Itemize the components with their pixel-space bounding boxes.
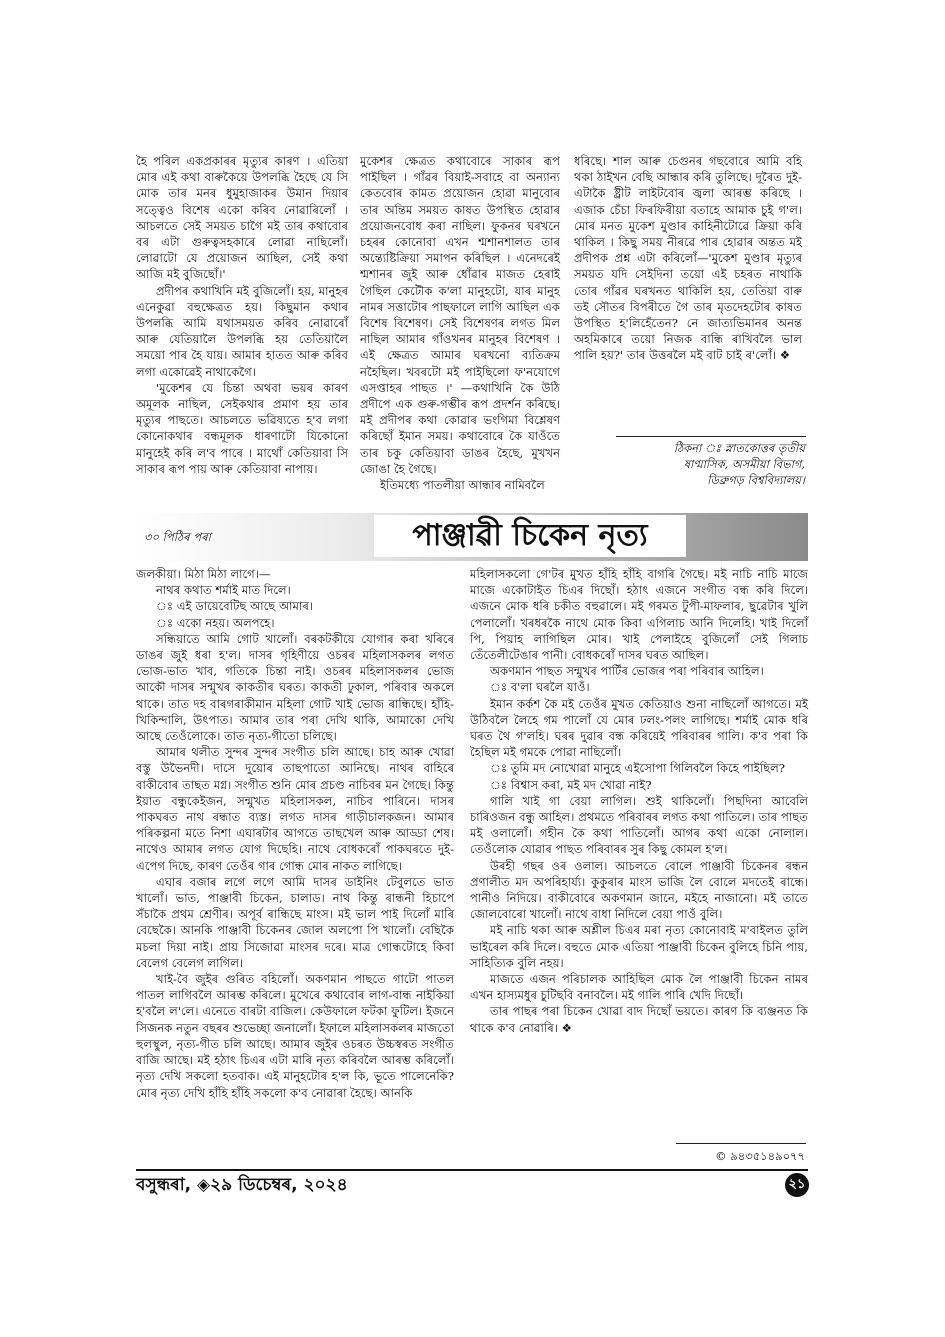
paragraph: প্ৰদীপৰ কথাখিনি মই বুজিলোঁ। হয়, মানুহৰ এনেকুৱা বহুক্ষেত্ৰত হয়। কিছুমান কথাৰ উপলব্ধি আমি যথাসময়ত কৰিব নোৱাৰোঁ আৰু যেতিয়ালৈ উপলব্ধি হয় তেতিয়ালৈ সময়ো পাৰ হৈ যায়। আমাৰ হাতত আৰু কৰিব লগা একোৱেই নাথাকেগৈ। bbox=[136, 283, 348, 379]
paragraph: ঃ ব'লা ঘৰলৈ যাওঁ। bbox=[490, 680, 590, 695]
author-address bbox=[640, 440, 805, 488]
paragraph: মহিলাসকলো গে'টৰ মুখত হাঁহি হাঁহি বাগৰি গৈছে। মই নাচি নাচি মাজে মাজে একোটাইত চিএৰ দিছোঁ। হঠাৎ এজনে সংগীত বন্ধ কৰি দিলে। এজনে মোক ধৰি চকীত বহুৱালে। মই গৰমত টুপী-মাফলাৰ, ছুৱেটাৰ খুলি পেলালোঁ। খৰধৰকৈ নাথে মোক কিবা এগিলাচ আনি দিলেহি। খাই দিলোঁ পি, পিয়াহ লাগিছিল মোৰ। খাই পেলাইহে বুজিলোঁ সেই গিলাচ তেঁতেলীটেঙাৰ পানী। বোধকৰোঁ দাসৰ ঘৰত আছিল। bbox=[470, 567, 808, 663]
paragraph: ঃ একো নহয়। অলপহে। bbox=[156, 615, 275, 630]
story-banner bbox=[136, 513, 808, 561]
paragraph: অকণমান পাছত সন্মুখৰ পাৰ্টিৰ ভোজৰ পৰা পৰিবাৰ আহিল। bbox=[490, 664, 764, 679]
paragraph: উৰহী গছৰ ওৰ ওলাল। আচলতে বোলে পাঞ্জাবী চিকেনৰ ৰন্ধন প্ৰণালীত মদ অপৰিহাৰ্য্য। কুকুৰাৰ মাংস ভাজি লৈ বোলে মদতেই ৰান্ধে। পানীও নিদিয়ে। বাকীবোৰে অকণমান জানে, মইহে নাজানো। মই তাতে জোলবোৰো খালোঁ। নাথে বাধা নিদিলে বেয়া পাওঁ বুলি। bbox=[470, 858, 808, 922]
paragraph: ইতিমধ্যে পাতলীয়া আন্ধাৰ নামিবলৈ bbox=[380, 478, 545, 493]
continued-from-note: ৩০ পিঠিৰ পৰা bbox=[144, 530, 211, 544]
paragraph: গালি খাই গা বেয়া লাগিল। শুই থাকিলোঁ। পিছদিনা আবেলি চাৰিওজন বন্ধু আহিল। প্ৰথমতে পৰিবাৰৰ লগত কথা পাতিলে। তাৰ পাছত মই ওলালোঁ। গহীন কৈ কথা পাতিলোঁ। আগৰ কথা একো নোলাল। তেওঁলোক যোৱাৰ পাছত পৰিবাৰৰ সুৰ কিছু কোমল হ'ল। bbox=[470, 793, 808, 857]
paragraph: মুকেশৰ ক্ষেত্ৰত কথাবোৰে সাকাৰ ৰূপ পাইছিল । গাঁৱৰ বিয়াই-সবাহে বা অন্যান্য কেতবোৰ কামত প্ৰয়োজন হোৱা মানুবোৰ তাৰ অন্তিম সময়ত কাষত উপস্থিত হোৱাৰ প্ৰয়োজনবোধ কৰা নাছিল। ফুকনৰ ঘৰখনে চহৰৰ কোনোবা এখন শ্মশানশালত তাৰ অন্ত্যেষ্টিক্ৰিয়া সমাপন কৰিছিল । এনেদৰেই শ্মশানৰ জুই আৰু ধোঁৱাৰ মাজত হেৰাই গৈছিল কেটৌক ক'লা মানুহটো, যাৰ মানুহ নামৰ সত্তাটোৰ পাছফালে লাগি আছিল এক বিশেষ বিশেষণ। সেই বিশেষণৰ লগত মিল নাছিল আমাৰ গাঁওখনৰ মানুহৰ বিশেষণ । এই ক্ষেত্ৰত আমাৰ ঘৰখনো ব্যতিক্ৰম নহৈছিল। খবৰটো মই পাইছিলো ফ'নযোগে এসপ্তাহৰ পাছত ।' —কথাখিনি কৈ উঠি প্ৰদীপে এক গুৰু-গম্ভীৰ ৰূপ প্ৰদৰ্শন কৰিছে। মই প্ৰদীপৰ কথা কোৱাৰ ভংগিমা বিশ্লেষণ কৰিছোঁ ইমান সময়। কথাবোৰে কৈ যাওঁতে তাৰ চকু কেতিয়াবা ডাঙৰ হৈছে, মুখখন জোঙা হৈ গৈছে। bbox=[360, 154, 560, 476]
paragraph: হৈ পৰিল একপ্ৰকাৰৰ মৃত্যুৰ কাৰণ । এতিয়া মোৰ এই কথা বাৰুকৈয়ে উপলব্ধি হৈছে যে সি মোক তাৰ মনৰ ধুমুহাজাকৰ উমান দিয়াৰ সত্ত্বেও বিশেষ একো কৰিব নোৱাৰিলোঁ । আচলতে সেই সময়ত চাগৈ মই তাৰ কথাবোৰ বৰ এটা গুৰুত্বসহকাৰে লোৱা নাছিলোঁ। লোৱাটো যে প্ৰয়োজন আছিল, সেই কথা আজি মই বুজিছোঁ।' bbox=[136, 154, 348, 282]
author-phone: © ৯৪৩৫১৪৯০৭৭ bbox=[715, 1149, 805, 1163]
top-column-2 bbox=[360, 153, 560, 493]
paragraph: এঘাৰ বজাৰ লগে লগে আমি দাসৰ ডাইনিং টেবুলতে ভাত খালোঁ। ভাত, পাঞ্জাবী চিকেন, চালাড। নাথ কিন্তু ৰান্ধনী হিচাপে সঁচাকৈ প্ৰথম শ্ৰেণীৰ। অপূৰ্ব ৰান্ধিছে মাংস। মই ভাল পাই দিলোঁ মাৰি বেছেকৈ। আনকি পাঞ্জাবী চিকেনৰ জোল অলপো পি খালোঁ। বেছিকৈ মচলা দিয়া নাই। প্ৰায় সিজোৱা মাংসৰ দৰে। মাত্ৰ গোন্ধটোহে কিবা বেলেগ বেলেগ লাগিল। bbox=[136, 874, 454, 970]
paragraph: জলকীয়া। মিঠা মিঠা লাগে।— bbox=[136, 567, 271, 581]
author-divider bbox=[616, 436, 806, 437]
magazine-date-footer: বসুন্ধৰা, ◈২৯ ডিচেম্বৰ, ২০২৪ bbox=[136, 1175, 348, 1195]
top-column-1 bbox=[136, 153, 348, 477]
author-line: ঠিকনা ঃ স্নাতকোত্তৰ তৃতীয় bbox=[673, 441, 805, 455]
paragraph: মই নাচি থকা আৰু অশ্লীল চিএৰ মৰা নৃত্য কোনোবাই ম'বাইলত তুলি ভাইৰেল কৰি দিলে। বহুতে মোক এতিয়া পাঞ্জাবী চিকেন বুলিহে চিনি পায়, সাহিত্যিক বুলি নহয়। bbox=[470, 923, 808, 970]
paragraph: 'মুকেশৰ যে চিন্তা অথবা ভয়ৰ কাৰণ অমূলক নাছিল, সেইকথাৰ প্ৰমাণ হয় তাৰ মৃত্যুৰ পাছতে। আচলতে ভৱিষ্যতে হ'ব লগা কোনোকথাৰ বন্ধমূলক ধাৰণাটো যিকোনো মানুহেই কৰি ল'ব পাৰে । মাথোঁ কেতিয়াবা সি সাকাৰ ৰূপ পায় আৰু কেতিয়াবা নাপায়। bbox=[136, 380, 348, 476]
paragraph: আমাৰ থলীত সুন্দৰ সুন্দৰ সংগীত চলি আছে। চাহ আৰু খোৱা বস্তু উভৈনদী। দাসে দুয়োৰ তাছপাতো আনিছে। নাথৰ বাহিৰে বাকীবোৰ তাছত মগ্ন। সংগীত শুনি মোৰ প্ৰচণ্ড নাচিবৰ মন গৈছে। কিন্তু ইয়াত বন্ধুকেইজন, সন্মুখত মহিলাসকল, নাচিব পাৰিনে। দাসৰ পাকঘৰত নাথ ৰন্ধাত ব্যস্ত। লগত দাসৰ গাড়ীচালকজন। আমাৰ পৰিকল্পনা মতে নিশা এঘাৰটাৰ আগতে তাছখেল আৰু আড্ডা শেষ। নাথেও আমাৰ লগত যোগ দিছেহি। নাথে বোধকৰোঁ পাকঘৰতে দুই- এপেগ দিছে, কাৰণ তেওঁৰ গাৰ গোন্ধ মোৰ নাকত লাগিছে। bbox=[136, 745, 454, 873]
footer-divider bbox=[136, 1169, 808, 1171]
paragraph: ঃ এই ডায়েবেটিছ আছে আমাৰ। bbox=[156, 599, 313, 614]
phone-divider bbox=[676, 1143, 806, 1144]
page-number: ২১ bbox=[785, 1173, 809, 1197]
bottom-column-2 bbox=[470, 566, 808, 1036]
author-line: ডিব্ৰুগড় বিশ্ববিদ্যালয়। bbox=[707, 473, 805, 487]
story-title: পাঞ্জাৱী চিকেন নৃত্য bbox=[374, 515, 686, 557]
paragraph: সন্ধিয়াতে আমি গোট খালোঁ। বৰকটকীয়ে যোগাৰ কৰা খৰিৰে ডাঙৰ জুই ধৰা হ'ল। দাসৰ গৃহিণীয়ে ওচৰৰ মহিলাসকলৰ লগত ভোজ-ভাত খাব, গতিকে চিন্তা নাই। ওচৰৰ মহিলাসকলৰ ভোজ আকৌ দাসৰ সন্মুখৰ কাকতীৰ ঘৰত। কাকতী ঢুকাল, পৰিবাৰ অকলে থাকে। তাত দহ বাৰগৰাকীমান মহিলা গোট খাই ভোজ ৰান্ধিছে। হাঁহি-খিকিন্দালি, উৎপাত। আমাৰ তাৰ পৰা দেখি থাকি, আমাকো দেখি আছে তেওঁলোকে। তাত নৃত্য-গীতো চলিছে। bbox=[136, 631, 454, 744]
paragraph: খাই-বৈ জুইৰ গুৰিত বহিলোঁ। অকণমান পাছতে গাটো পাতল পাতল লাগিবলৈ আৰম্ভ কৰিলে। মুখেৰে কথাবোৰ লাগ-বান্ধ নাইকিয়া হ'বলৈ ল'লে। এনেতে বাৰটা বাজিল। কেউফালে ফটকা ফুটিল। ইজনে সিজনক নতুন বছৰৰ শুভেচ্ছা জনালোঁ। ইফালে মহিলাসকলৰ মাজতো হুলস্থুল, নৃত্য-গীত চলি আছে। আমাৰ জুইৰ ওচৰত উচ্চস্বৰত সংগীত বাজি আছে। মই হঠাৎ চিএৰ এটা মাৰি নৃত্য কৰিবলৈ আৰম্ভ কৰিলোঁ। নৃত্য দেখি সকলো হতবাক। এই মানুহটোৰ হ'ল কি, ভূতে পালেনেকি? মোৰ নৃত্য দেখি হাঁহি হাঁহি সকলো ক'ব নোৱাৰা হৈছে। আনকি bbox=[136, 972, 454, 1100]
top-column-3 bbox=[574, 153, 802, 364]
paragraph: ধৰিছে। শাল আৰু চেগুনৰ গছবোৰে আমি বহি থকা ঠাইখন বেছি আন্ধাৰ কৰি তুলিছে। দূৰৈত দুই-এটাকৈ ষ্ট্ৰীট লাইটবোৰ জ্বলা আৰম্ভ কৰিছে । এজাক চেঁচা ফিৰফিৰীয়া বতাহে আমাক চুই গ'ল। মোৰ মনত মুকেশ মুণ্ডাৰ কাহিনীটোৱে ক্ৰিয়া কৰি থাকিল । কিছু সময় নীৰৱে পাৰ হোৱাৰ অন্তত মই প্ৰদীপক প্ৰশ্ন এটা কৰিলোঁ—'মুকেশ মুণ্ডাৰ মৃত্যুৰ সময়ত যদি সেইদিনা তয়ো এই চহৰত নাথাকি তোৰ গাঁৱৰ ঘৰখনত থাকিলি হয়, তেতিয়া বাৰু তই সৌতৰ বিপৰীতে গৈ তাৰ মৃতদেহটোৰ কাষত উপস্থিত হ'লিহেঁতেন? নে জাত্যভিমানৰ অনন্ত অহমিকাৰে তয়ো নিজক বান্ধি ৰাখিবলৈ ভাল পালি হয়?' তাৰ উত্তৰলৈ মই বাট চাই ৰ'লোঁ। ❖ bbox=[574, 154, 802, 363]
paragraph: নাথৰ কথাত শৰ্মাই মাত দিলে। bbox=[156, 583, 291, 598]
bottom-column-1 bbox=[136, 566, 454, 1101]
paragraph: ঃ তুমি মদ নোখোৱা মানুহে এইসোপা গিলিবলৈ কিহে পাইছিল? bbox=[490, 761, 785, 776]
paragraph: ইমান কৰ্কশ কৈ মই তেওঁৰ মুখত কেতিয়াও শুনা নাছিলোঁ আগতে। মই উঠিবলৈ লৈহে গম পালোঁ যে মোৰ ঢলং-পলং লাগিছে। শৰ্মাই মোক ধৰি ঘৰত থৈ গ'লহি। ঘৰৰ দুৱাৰ বন্ধ কৰিয়েই পৰিবাৰৰ গালি। ক'ব পৰা কি হৈছিল মই গমকে পোৱা নাছিলোঁ। bbox=[470, 696, 808, 760]
paragraph: ঃ বিশ্বাস কৰা, মই মদ খোৱা নাই? bbox=[490, 777, 652, 792]
paragraph: তাৰ পাছৰ পৰা চিকেন খোৱা বাদ দিছোঁ ভয়তে। কাৰণ কি ব্যঞ্জনত কি থাকে ক'ব নোৱাৰি। ❖ bbox=[470, 1004, 808, 1035]
author-line: ষাণ্মাসিক, অসমীয়া বিভাগ, bbox=[683, 457, 805, 471]
paragraph: মাজতে এজন পৰিচালক আহিছিল মোক লৈ পাঞ্জাবী চিকেন নামৰ এখন হাস্যমধুৰ চুটিছবি বনাবলৈ। মই গালি পাৰি খেদি দিছোঁ। bbox=[470, 972, 808, 1003]
